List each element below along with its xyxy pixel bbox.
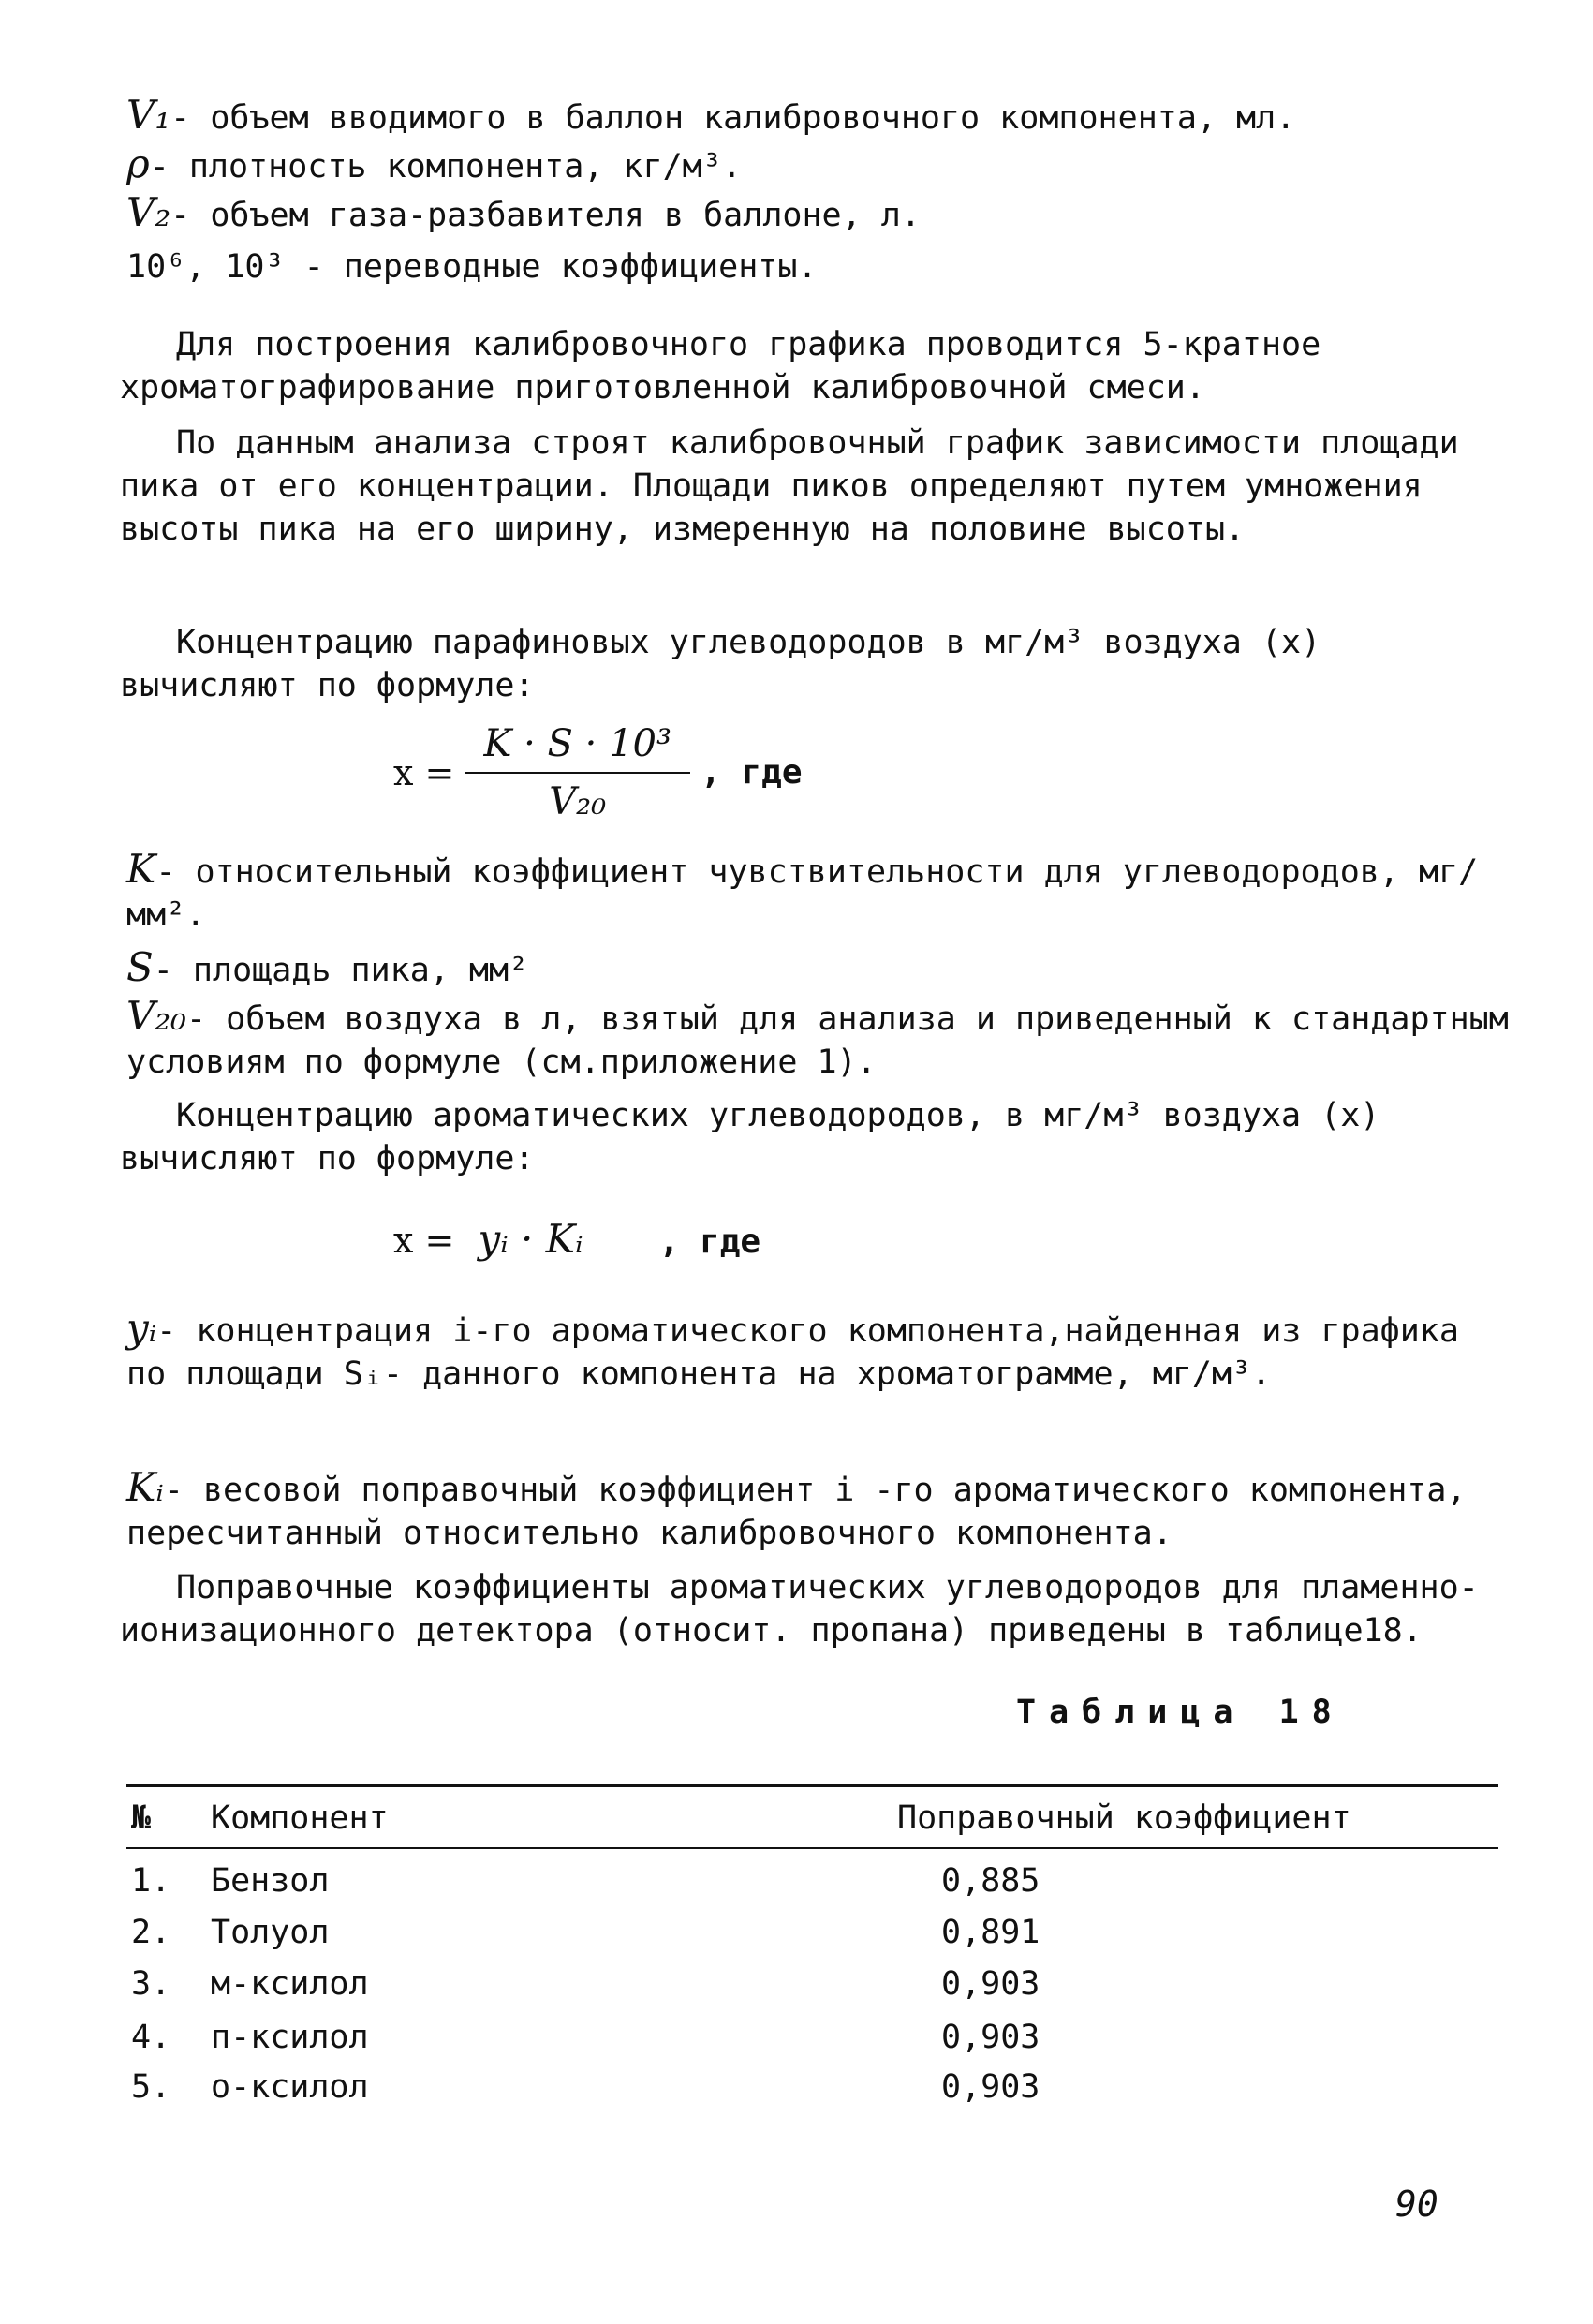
symbol-k: K <box>126 846 156 892</box>
table-header-coefficient: Поправочный коэффициент <box>897 1799 1351 1837</box>
symbol-ki: Kᵢ <box>126 1464 164 1510</box>
paragraph-text: Для построения калибровочного графика проводится 5-кратное хроматографирование приготовленной калибровочной смеси. <box>120 326 1321 407</box>
table-row-1-coefficient: 0,885 <box>941 1862 1040 1900</box>
table-row-4-coefficient: 0,903 <box>941 2019 1040 2056</box>
paragraph-correction <box>120 1566 1515 1652</box>
formula-lhs: x = <box>393 752 455 793</box>
definition-text: - объем вводимого в баллон калибровочного компонента, мл. <box>170 99 1296 137</box>
definition-text: - плотность компонента, кг/м³. <box>149 148 742 185</box>
definition-text: - объем газа-разбавителя в баллоне, л. <box>170 197 921 234</box>
table-row-1-number: 1. <box>131 1862 171 1900</box>
definition-text: - весовой поправочный коэффициент i -го ароматического компонента, пересчитанный относительно калибровочного компонента. <box>126 1472 1467 1552</box>
table-row-4-component: п-ксилол <box>211 2019 369 2056</box>
page-number: 90 <box>1395 2183 1438 2225</box>
definition-text: - концентрация i-го ароматического компонента,найденная из графика по площади Sᵢ- данного компонента на хроматограмме, мг/м³. <box>126 1312 1459 1393</box>
definition-text: - относительный коэффициент чувствительности для углеводородов, мг/мм². <box>126 853 1479 934</box>
formula-suffix: , где <box>701 753 803 792</box>
formula-rhs: yᵢ · Kᵢ <box>478 1216 583 1262</box>
table-row-2-component: Толуол <box>211 1914 330 1951</box>
formula-paraffin <box>393 721 803 824</box>
paragraph-text: Концентрацию ароматических углеводородов, в мг/м³ воздуха (x) вычисляют по формуле: <box>120 1097 1380 1177</box>
paragraph-calibration <box>120 323 1515 409</box>
paragraph-text: По данным анализа строят калибровочный график зависимости площади пика от его концентрации. Площади пиков определяют путем умножения высоты пика на его ширину, измеренную на половине высоты. <box>120 424 1459 548</box>
symbol-conversion: 10⁶, 10³ <box>126 248 285 286</box>
formula-suffix: , где <box>658 1222 761 1261</box>
table-row-5-component: о-ксилол <box>211 2068 369 2106</box>
table-row-3-component: м-ксилол <box>211 1965 369 2003</box>
formula-denominator: V₂₀ <box>549 780 607 823</box>
definition-text: - объем воздуха в л, взятый для анализа и приведенный к стандартным условиям по формуле (см.приложение 1). <box>126 1000 1509 1081</box>
table-row-2-coefficient: 0,891 <box>941 1914 1040 1951</box>
formula-numerator: K · S · 10³ <box>465 721 691 774</box>
paragraph-text: Поправочные коэффициенты ароматических углеводородов для пламенно-ионизационного детектора (относит. пропана) приведены в таблице18. <box>120 1569 1479 1650</box>
table-top-rule <box>126 1784 1498 1787</box>
symbol-v1: V₁ <box>126 92 171 138</box>
definition-yi <box>126 1307 1512 1396</box>
symbol-yi: yᵢ <box>126 1305 157 1351</box>
symbol-rho: ρ <box>126 141 150 186</box>
table-row-4-number: 4. <box>131 2019 171 2056</box>
table-row-5-number: 5. <box>131 2068 171 2106</box>
table-header-component: Компонент <box>211 1799 389 1837</box>
table-header-number: № <box>131 1799 152 1837</box>
table-row-2-number: 2. <box>131 1914 171 1951</box>
definition-v2 <box>126 191 921 237</box>
table-row-3-coefficient: 0,903 <box>941 1965 1040 2003</box>
definition-text: - переводные коэффициенты. <box>284 248 818 286</box>
paragraph-text: Концентрацию парафиновых углеводородов в мг/м³ воздуха (x) вычисляют по формуле: <box>120 624 1321 704</box>
symbol-s: S <box>126 944 154 990</box>
definition-s <box>126 946 528 992</box>
definition-ki <box>126 1466 1512 1555</box>
symbol-v2: V₂ <box>126 189 171 235</box>
formula-aromatic <box>393 1218 760 1264</box>
paragraph-paraffin <box>120 621 1515 707</box>
table-row-5-coefficient: 0,903 <box>941 2068 1040 2106</box>
definition-v1 <box>126 94 1295 140</box>
definition-rho <box>126 142 742 188</box>
definition-conversion <box>126 245 818 289</box>
table-row-3-number: 3. <box>131 1965 171 2003</box>
symbol-v20: V₂₀ <box>126 993 187 1039</box>
paragraph-aromatic <box>120 1094 1515 1180</box>
formula-lhs: x = <box>393 1220 455 1261</box>
table-row-1-component: Бензол <box>211 1862 330 1900</box>
table-header-rule <box>126 1847 1498 1849</box>
definition-text: - площадь пика, мм² <box>153 952 529 989</box>
paragraph-graph <box>120 422 1515 551</box>
definition-v20 <box>126 995 1512 1084</box>
definition-k <box>126 848 1512 937</box>
formula-fraction <box>465 721 691 824</box>
table-caption: Таблица 18 <box>1016 1694 1345 1731</box>
